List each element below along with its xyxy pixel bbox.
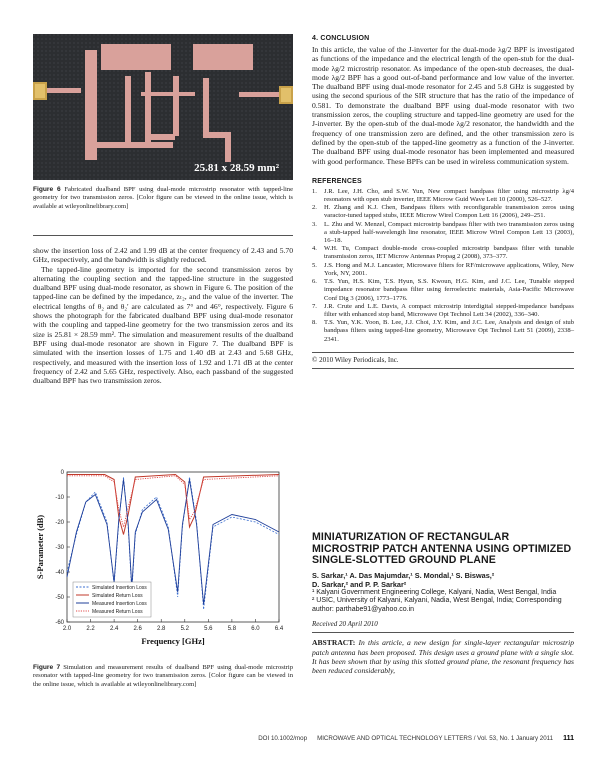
y-tick-label: -10: [55, 495, 64, 501]
abstract-label: ABSTRACT:: [312, 638, 356, 648]
received-date: Received 20 April 2010: [312, 620, 378, 628]
reference-item: [312, 188, 574, 204]
y-tick-label: -60: [55, 620, 64, 626]
x-tick-label: 2.0: [62, 626, 72, 632]
reference-text: T.S. Yun, Y.K. Yoon, B. Lee, J.J. Choi, J.Y. Kim, and J.C. Lee, Analysis and design of stub bandpass filters using tapped-line geometry, Microwave Opt Technol Lett 51 (2009), 2338–2341.: [324, 319, 574, 343]
reference-item: [312, 245, 574, 261]
figure-7-caption: [33, 664, 293, 689]
x-tick-label: 6.0: [251, 626, 260, 632]
y-tick-label: -40: [55, 570, 64, 576]
x-tick-label: 2.8: [157, 626, 166, 632]
copyright-text: © 2010 Wiley Periodicals, Inc.: [312, 355, 399, 364]
references-list: [312, 188, 574, 344]
affiliation-1: ¹ Kalyani Government Engineering College, Kalyani, Nadia, West Bengal, India: [312, 588, 557, 596]
reference-item: [312, 262, 574, 278]
reference-number: 6.: [312, 278, 317, 286]
x-tick-label: 5.6: [204, 626, 213, 632]
conclusion-text: In this article, the value of the J-inverter for the dual-mode λg/2 BPF is investigated as functions of the impedance and the electrical length of the open-stub for the dual-mode λg/2 microstrip resonator. As impedance of the open-stub decreases, the dual-mode λg/2 BPF has a good out-of-band performance and low value of the inverter. The dualband BPF using dual-mode resonator for 2.45 and 5.8 GHz is suggested by using the second spurious of the SIR structure that has the ratio of the impedance of 0.581. To demonstrate the dualband BPF using dual-mode resonator with two transmission zeros, the coupling structure and tapped-line geometry are used for the J-inverter. By the open-stub of the dual-mode λg/2 resonator, the handwidth and the frequency of one transmission zero are defined, and the other transmission zero is defined by the open-stub of the tapped-line geometry as a function of the J-inverter. The dualband BPF using dual-mode resonator has been implemented and measured with good performance. These BPFs can be used in wireless communication system.: [312, 45, 574, 166]
reference-item: [312, 204, 574, 220]
legend-label: Measured Return Loss: [92, 609, 143, 615]
reference-text: J.R. Lee, J.H. Cho, and S.W. Yun, New compact bandpass filter using microstrip λg/4 resonators with open stub inverter, IEEE Microw Guid Wave Lett 10 (2000), 526–527.: [324, 187, 574, 204]
reference-number: 5.: [312, 261, 317, 269]
reference-text: J.S. Hong and M.J. Lancaster, Microwave filters for RF/microwave applications, Wiley, New York, NY, 2001.: [324, 261, 574, 277]
reference-number: 7.: [312, 302, 317, 310]
reference-item: [312, 221, 574, 246]
reference-item: [312, 303, 574, 319]
x-tick-label: 2.6: [133, 626, 142, 632]
reference-number: 3.: [312, 220, 317, 228]
caption-divider: [33, 235, 293, 236]
abstract-divider: [312, 632, 574, 633]
figure-7-chart: [33, 466, 293, 652]
article2-block: [312, 532, 574, 676]
conclusion-heading: 4. CONCLUSION: [312, 35, 370, 42]
footer-journal: MICROWAVE AND OPTICAL TECHNOLOGY LETTERS / Vol. 53, No. 1 January 2011: [317, 735, 554, 742]
reference-number: 1.: [312, 187, 317, 195]
y-axis-label: S-Parameter (dB): [35, 514, 45, 580]
article2-title: MINIATURIZATION OF RECTANGULAR MICROSTRIP PATCH ANTENNA USING OPTIMIZED SINGLE-SLOTTED GROUND PLANE: [312, 531, 572, 567]
figure-6-caption-text: Fabricated dualband BPF using dual-mode microstrip resonator with tapped-line geometry for two transmission zeros. [Color figure can be viewed in the online issue, which is available at wileyonlinelibrary.com]: [33, 186, 293, 210]
reference-item: [312, 319, 574, 344]
y-tick-label: -30: [55, 545, 64, 551]
x-tick-label: 2.4: [109, 626, 119, 632]
filter-board-image: [33, 34, 293, 180]
figure-6-caption: [33, 186, 293, 211]
footer-doi: DOI 10.1002/mop: [258, 735, 308, 742]
right-column: [312, 35, 574, 369]
figure-6-caption-label: Figure 6: [33, 186, 61, 193]
y-tick-label: -20: [55, 520, 64, 526]
affiliation-2: ² USIC, University of Kalyani, Kalyani, Nadia, West Bengal, India; Corresponding author: parthabe91@yahoo.co.in: [312, 597, 562, 613]
x-tick-label: 6.4: [274, 626, 284, 632]
s-parameter-chart: [33, 466, 293, 652]
board-dimension-label: 25.81 x 28.59 mm²: [194, 162, 279, 174]
x-tick-label: 2.2: [86, 626, 95, 632]
x-tick-label: 5.8: [227, 626, 237, 632]
y-tick-label: 0: [60, 470, 64, 476]
reference-number: 4.: [312, 245, 317, 253]
figure-6-photo: [33, 34, 293, 180]
abstract: [312, 638, 574, 675]
legend-label: Simulated Return Loss: [92, 593, 143, 599]
figure-7-caption-text: Simulation and measurement results of dualband BPF using dual-mode microstrip resonator with tapped-line geometry for two transmission zeros. [Color figure can be viewed in the online issue, which is available at wileyonlinelibrary.com]: [33, 664, 293, 688]
legend-label: Simulated Insertion Loss: [92, 585, 147, 591]
authors-line-2: D. Sarkar,² and P. P. Sarkar²: [312, 579, 407, 589]
y-tick-label: -50: [55, 595, 64, 601]
abstract-text: In this article, a new design for single-layer rectangular microstrip patch antenna has been proposed. This design uses a ground plane with a single slot. It has been shown that by using this slotted ground plane, the resonant frequency has been reduced considerably,: [312, 638, 574, 676]
page-number: 111: [563, 735, 574, 742]
authors-line-1: S. Sarkar,¹ A. Das Majumdar,¹ S. Mondal,¹ S. Biswas,²: [312, 570, 495, 580]
x-axis-label: Frequency [GHz]: [141, 636, 205, 646]
copyright-divider-bottom: [312, 368, 574, 369]
page-footer: [160, 735, 574, 742]
references-heading: REFERENCES: [312, 177, 362, 185]
reference-text: J.R. Crute and L.E. Davis, A compact microstrip interdigital stepped-impedance bandpass filter with enhanced stop band, Microwave Opt Technol Lett 34 (2002), 336–340.: [324, 302, 574, 318]
left-body-text: [33, 246, 293, 385]
reference-item: [312, 278, 574, 303]
reference-text: T.S. Yun, H.S. Kim, T.S. Hyun, S.S. Kwoun, H.G. Kim, and J.C. Lee, Tunable stepped impedance resonator bandpass filter using ferroelectric materials, Asia-Pacific Microwave Conf Dig 3 (2006), 1773–1776.: [324, 278, 574, 302]
reference-text: W.H. Tu, Compact double-mode cross-coupled microstrip bandpass filter with tunable transmission zeros, IET Microw Antennas Propag 2 (2008), 373–377.: [324, 245, 574, 261]
figure-7-caption-label: Figure 7: [33, 664, 61, 671]
reference-text: L. Zhu and W. Menzel, Compact microstrip bandpass filter with two transmission zeros using a stub-tapped half-wavelength line resonator, IEEE Microw Wirel Compon Lett 13 (2003), 16–18.: [324, 220, 574, 245]
reference-text: H. Zhang and K.J. Chen, Bandpass filters with reconfigurable transmission zeros using varactor-tuned tapped stubs, IEEE Microw Wirel Compon Lett 16 (2006), 249–251.: [324, 204, 574, 220]
paragraph-2: The tapped-line geometry is imported for the second transmission zeros by alternating the coupling section and the tapped-line structure in the suggested dualband BPF using dual-mode resonator, as shown in Figure 6. The position of the tapped-line can be defined by the impedance, zₜ₂, and the value of the inverter. The electrical lengths of θ₂ and θ₂′ are calculated as 7° and 46°, respectively. Figure 6 shows the photograph for the fabricated dualband BPF using dual-mode resonator with the coupling and tapped-line geometry for the two transmission zeros and its size is 25.81 × 28.59 mm². The simulation and measurement results of the dualband BPF using dual-mode resonator are shown in Figure 7. The dualband BPF is simulated with the insertion losses of 1.75 and 1.40 dB at 2.43 and 5.68 GHz, respectively, and measured with the insertion loss of 1.92 and 1.71 dB at the center frequency of 2.42 and 5.65 GHz, respectively. Also, each passband of the suggested dualband BPF has two transmission zeros.: [33, 264, 293, 386]
reference-number: 8.: [312, 319, 317, 327]
copyright-divider-top: [312, 352, 574, 353]
paragraph-1: show the insertion loss of 2.42 and 1.99 dB at the center frequency of 2.43 and 5.70 GHz, respectively, and the bandwidth is slightly reduced.: [33, 246, 293, 265]
reference-number: 2.: [312, 204, 317, 212]
legend-label: Measured Insertion Loss: [92, 601, 147, 607]
x-tick-label: 5.2: [180, 626, 189, 632]
